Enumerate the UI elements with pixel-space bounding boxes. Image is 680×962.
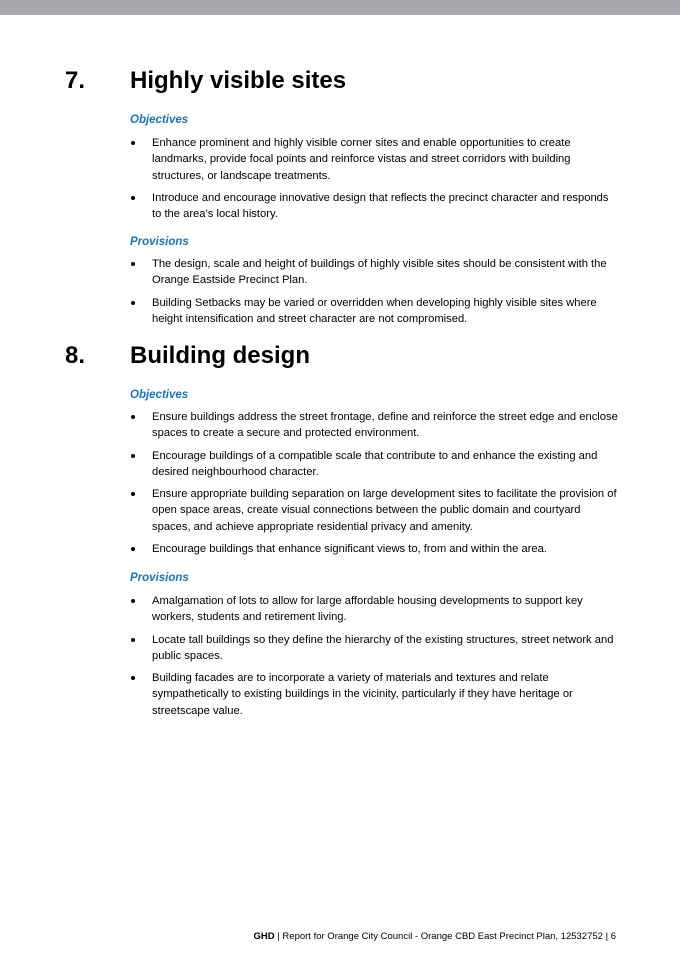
- footer-page-number: 6: [610, 931, 616, 942]
- provisions-list: [130, 593, 620, 719]
- list-item: The design, scale and height of buildings of highly visible sites should be consistent with the Orange Eastside Precinct Plan.: [130, 256, 620, 289]
- top-bar: [0, 0, 680, 15]
- objectives-list: [130, 409, 620, 557]
- provisions-list: [130, 256, 620, 327]
- section-title: Highly visible sites: [130, 67, 347, 94]
- list-item: Ensure buildings address the street frontage, define and reinforce the street edge and enclose spaces to create a secure and protected environment.: [130, 409, 620, 442]
- section-heading-8: [65, 342, 310, 370]
- list-item: Ensure appropriate building separation on large development sites to facilitate the provision of open space areas, create visual connections between the public domain and courtyard spaces, and achieve appropriate residential privacy and amenity.: [130, 486, 620, 535]
- list-item: Introduce and encourage innovative design that reflects the precinct character and responds to the area’s local history.: [130, 190, 620, 223]
- objectives-list: [130, 135, 620, 222]
- page-footer: [254, 931, 616, 943]
- list-item: Locate tall buildings so they define the hierarchy of the existing structures, street network and public spaces.: [130, 632, 620, 665]
- footer-company: GHD: [253, 931, 275, 942]
- footer-separator: |: [274, 931, 283, 942]
- footer-report: Report for Orange City Council - Orange CBD East Precinct Plan, 12532752: [282, 931, 603, 942]
- objectives-heading: Objectives: [130, 389, 189, 401]
- list-item: Amalgamation of lots to allow for large affordable housing developments to support key workers, students and retirement living.: [130, 593, 620, 626]
- section-number: 8.: [65, 342, 86, 369]
- section-title: Building design: [130, 342, 310, 369]
- section-number: 7.: [65, 67, 86, 94]
- provisions-heading: Provisions: [130, 236, 189, 248]
- footer-separator: |: [602, 931, 611, 942]
- list-item: Building Setbacks may be varied or overridden when developing highly visible sites where height intensification and street character are not compromised.: [130, 295, 620, 328]
- section-heading-7: [65, 67, 346, 95]
- list-item: Building facades are to incorporate a variety of materials and textures and relate sympathetically to existing buildings in the vicinity, particularly if they have heritage or streetscape value.: [130, 670, 620, 719]
- objectives-heading: Objectives: [130, 114, 189, 126]
- list-item: Encourage buildings that enhance significant views to, from and within the area.: [130, 541, 620, 557]
- provisions-heading: Provisions: [130, 572, 189, 584]
- list-item: Enhance prominent and highly visible corner sites and enable opportunities to create landmarks, provide focal points and reinforce vistas and street corridors with building structures, or landscape treatments.: [130, 135, 620, 184]
- list-item: Encourage buildings of a compatible scale that contribute to and enhance the existing and desired neighbourhood character.: [130, 448, 620, 481]
